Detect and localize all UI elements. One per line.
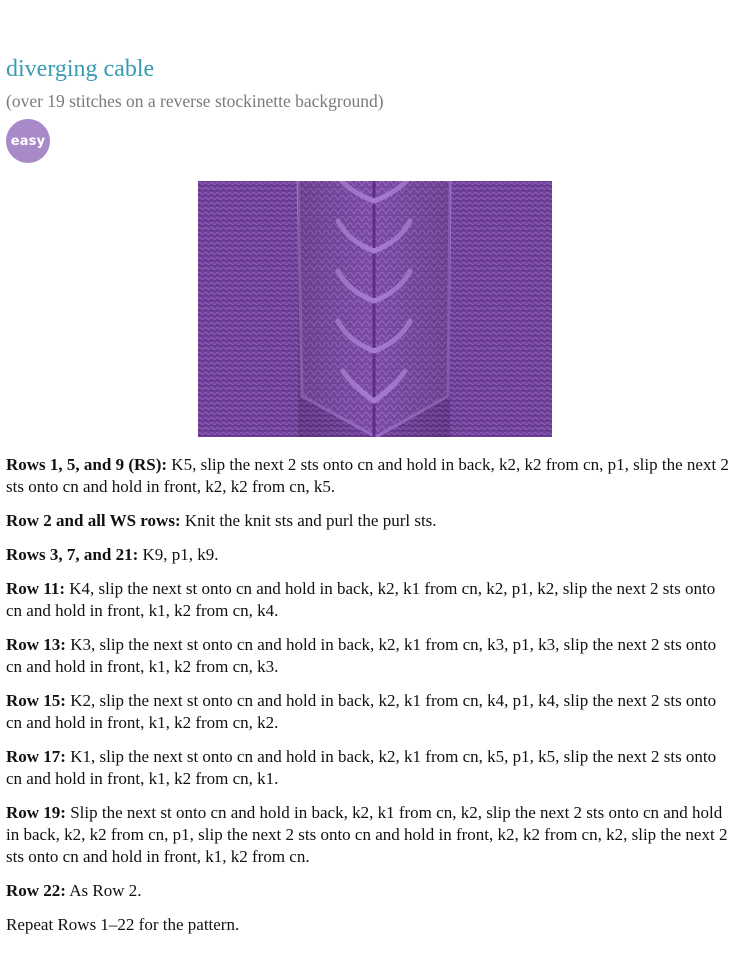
instruction-row bbox=[6, 578, 730, 622]
row-label: Rows 1, 5, and 9 (RS): bbox=[6, 455, 168, 474]
row-text: Knit the knit sts and purl the purl sts. bbox=[184, 511, 437, 530]
row-text: K3, slip the next st onto cn and hold in back, k2, k1 from cn, k3, p1, k3, slip the next 2 sts onto cn and hold in front, k1, k2 from cn, k3. bbox=[6, 635, 717, 676]
row-text: K5, slip the next 2 sts onto cn and hold in back, k2, k2 from cn, p1, slip the next 2 sts onto cn and hold in front, k2, k2 from cn, k5. bbox=[6, 455, 729, 496]
row-text: K4, slip the next st onto cn and hold in back, k2, k1 from cn, k2, p1, k2, slip the next 2 sts onto cn and hold in front, k1, k2 from cn, k4. bbox=[6, 579, 716, 620]
pattern-instructions bbox=[6, 454, 730, 948]
instruction-row bbox=[6, 454, 730, 498]
instruction-row bbox=[6, 690, 730, 734]
instruction-row bbox=[6, 802, 730, 868]
instruction-row bbox=[6, 544, 730, 566]
row-text: K9, p1, k9. bbox=[142, 545, 219, 564]
row-label: Row 11: bbox=[6, 579, 66, 598]
repeat-note bbox=[6, 914, 730, 936]
instruction-row bbox=[6, 746, 730, 790]
row-label: Rows 3, 7, and 21: bbox=[6, 545, 139, 564]
row-text: Slip the next st onto cn and hold in back, k2, k1 from cn, k2, slip the next 2 sts onto cn and hold in back, k2, k2 from cn, p1, slip the next 2 sts onto cn and hold in front, k2, k2 from cn, k2, slip the next 2 sts onto cn and hold in front, k1, k2 from cn. bbox=[6, 803, 728, 866]
pattern-title: diverging cable bbox=[6, 56, 155, 82]
instruction-row bbox=[6, 634, 730, 678]
row-label: Row 19: bbox=[6, 803, 66, 822]
pattern-subtitle: (over 19 stitches on a reverse stockinette background) bbox=[6, 91, 384, 111]
row-label: Row 15: bbox=[6, 691, 66, 710]
row-label: Row 2 and all WS rows: bbox=[6, 511, 181, 530]
row-label: Row 13: bbox=[6, 635, 66, 654]
row-label: Row 17: bbox=[6, 747, 66, 766]
instruction-row bbox=[6, 510, 730, 532]
knitting-swatch-photo bbox=[198, 181, 552, 437]
repeat-text: Repeat Rows 1–22 for the pattern. bbox=[6, 915, 240, 934]
row-label: Row 22: bbox=[6, 881, 66, 900]
row-text: As Row 2. bbox=[69, 881, 142, 900]
instruction-row bbox=[6, 880, 730, 902]
difficulty-badge: easy bbox=[6, 119, 50, 163]
row-text: K1, slip the next st onto cn and hold in back, k2, k1 from cn, k5, p1, k5, slip the next 2 sts onto cn and hold in front, k1, k2 from cn, k1. bbox=[6, 747, 717, 788]
row-text: K2, slip the next st onto cn and hold in back, k2, k1 from cn, k4, p1, k4, slip the next 2 sts onto cn and hold in front, k1, k2 from cn, k2. bbox=[6, 691, 717, 732]
